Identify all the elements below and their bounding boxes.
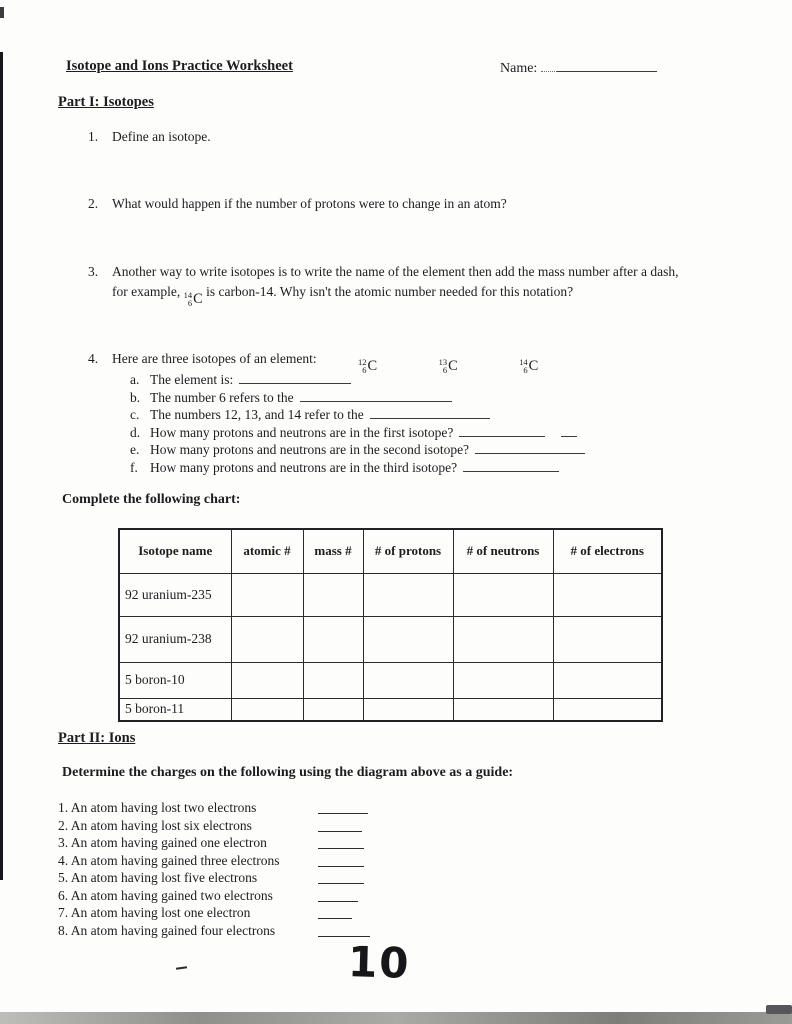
column-header-protons: # of protons	[363, 529, 453, 573]
q4-number: 4.	[88, 351, 99, 366]
empty-cell	[553, 616, 662, 662]
empty-cell	[231, 573, 303, 616]
subitem-c-blank	[370, 407, 490, 419]
subitem-a	[130, 372, 585, 390]
isotope-notation-c14	[184, 289, 203, 309]
c12-mass-number: 12	[358, 357, 367, 367]
q1-text: Define an isotope.	[112, 129, 211, 144]
table-row-boron-11	[119, 698, 662, 721]
subitem-e-text: How many protons and neutrons are in the second isotope?	[150, 442, 470, 458]
q3-line2	[112, 282, 728, 309]
empty-cell	[453, 616, 553, 662]
question-2	[88, 196, 507, 212]
scan-bottom-band	[0, 1012, 792, 1024]
c14-symbol: C	[193, 291, 203, 307]
subitem-f-letter: f.	[130, 459, 138, 475]
empty-cell	[231, 662, 303, 698]
empty-cell	[453, 662, 553, 698]
column-header-electrons: # of electrons	[553, 529, 662, 573]
empty-cell	[303, 616, 363, 662]
scan-corner-blob	[766, 1005, 792, 1014]
ion-item-8-text: 8. An atom having gained four electrons	[58, 922, 276, 938]
subitem-a-text: The element is:	[150, 372, 234, 387]
row-label: 92 uranium-235	[119, 573, 231, 616]
ion-item-6	[58, 888, 478, 906]
ion-item-3-blank	[318, 847, 364, 849]
isotope-chart	[118, 528, 663, 722]
name-field	[500, 60, 657, 77]
row-label: 5 boron-10	[119, 662, 231, 698]
name-blank	[557, 60, 657, 72]
chart-instruction: Complete the following chart:	[62, 492, 241, 507]
column-header-mass: mass #	[303, 529, 363, 573]
stray-pen-mark	[176, 966, 187, 970]
c14-atomic-number: 6	[187, 298, 193, 308]
row-label: 5 boron-11	[119, 698, 231, 721]
handwritten-score: 10	[347, 937, 412, 988]
q4-text: Here are three isotopes of an element:	[112, 351, 317, 366]
q3-line1	[88, 262, 728, 282]
c14-mass-number: 14	[183, 290, 193, 300]
column-header-isotope-name: Isotope name	[119, 529, 231, 573]
ion-item-4-text: 4. An atom having gained three electrons	[58, 852, 280, 868]
scan-edge-mark	[0, 7, 4, 18]
page-title: Isotope and Ions Practice Worksheet	[66, 58, 293, 74]
column-header-atomic: atomic #	[231, 529, 303, 573]
ion-question-list	[58, 800, 478, 940]
table-row-uranium-238	[119, 616, 662, 662]
question-1	[88, 129, 211, 145]
row-label: 92 uranium-238	[119, 616, 231, 662]
subitem-f-blank	[463, 460, 559, 472]
c12-atomic-number: 6	[362, 365, 367, 375]
c14b-atomic-number: 6	[523, 365, 528, 375]
q3-line2-pre: for example,	[112, 284, 181, 299]
subitem-c-text: The numbers 12, 13, and 14 refer to the	[150, 407, 364, 423]
chart-header-row	[119, 529, 662, 573]
subitem-c-letter: c.	[130, 407, 140, 423]
ion-item-7	[58, 905, 478, 923]
empty-cell	[553, 698, 662, 721]
subitem-d-blank2	[561, 425, 577, 437]
q3-line2-post: is carbon-14. Why isn't the atomic number needed for this notation?	[206, 284, 574, 299]
empty-cell	[363, 573, 453, 616]
ion-item-2-text: 2. An atom having lost six electrons	[58, 817, 252, 833]
empty-cell	[363, 698, 453, 721]
empty-cell	[303, 698, 363, 721]
subitem-e-letter: e.	[130, 442, 140, 458]
subitem-f-text: How many protons and neutrons are in the third isotope?	[150, 459, 458, 475]
q1-number: 1.	[88, 129, 99, 144]
subitem-d-blank	[459, 425, 545, 437]
subitem-d	[130, 425, 585, 443]
subitem-b-letter: b.	[130, 389, 141, 405]
question-4	[88, 351, 538, 375]
part2-instruction: Determine the charges on the following using the diagram above as a guide:	[62, 765, 514, 780]
table-row-boron-10	[119, 662, 662, 698]
c13-symbol: C	[448, 357, 458, 374]
ion-item-8	[58, 923, 478, 941]
empty-cell	[453, 698, 553, 721]
c13-atomic-number: 6	[442, 365, 448, 375]
ion-item-5-blank	[318, 882, 364, 884]
c13-mass-number: 13	[438, 357, 448, 367]
ion-item-1-blank	[318, 812, 368, 814]
scan-edge-line	[0, 52, 3, 880]
part2-heading: Part II: Ions	[58, 730, 136, 746]
subitem-b-text: The number 6 refers to the	[150, 389, 294, 405]
subitem-b-blank	[300, 390, 452, 402]
empty-cell	[553, 573, 662, 616]
empty-cell	[231, 698, 303, 721]
empty-cell	[553, 662, 662, 698]
q2-text: What would happen if the number of protons were to change in an atom?	[112, 196, 507, 211]
ion-item-3	[58, 835, 478, 853]
empty-cell	[453, 573, 553, 616]
subitem-f	[130, 460, 585, 478]
ion-item-1-text: 1. An atom having lost two electrons	[58, 800, 257, 815]
empty-cell	[303, 662, 363, 698]
ion-item-3-text: 3. An atom having gained one electron	[58, 835, 267, 850]
part1-heading: Part I: Isotopes	[58, 94, 154, 110]
ion-item-5-text: 5. An atom having lost five electrons	[58, 870, 258, 885]
c14b-mass-number: 14	[519, 357, 528, 367]
ion-item-7-blank	[318, 917, 352, 919]
q4-subitems	[130, 372, 585, 478]
ion-item-5	[58, 870, 478, 888]
empty-cell	[303, 573, 363, 616]
empty-cell	[363, 662, 453, 698]
name-dotted-lead	[541, 60, 557, 72]
subitem-d-text: How many protons and neutrons are in the first isotope?	[150, 424, 454, 440]
subitem-d-letter: d.	[130, 424, 141, 440]
c12-symbol: C	[367, 357, 378, 374]
ion-item-6-blank	[318, 900, 358, 902]
q3-number: 3.	[88, 264, 99, 279]
subitem-e	[130, 442, 585, 460]
ion-item-6-text: 6. An atom having gained two electrons	[58, 887, 273, 903]
ion-item-1	[58, 800, 478, 818]
subitem-a-letter: a.	[130, 372, 140, 387]
ion-item-2-blank	[318, 830, 362, 832]
subitem-c	[130, 407, 585, 425]
subitem-a-blank	[239, 372, 351, 384]
ion-item-4-blank	[318, 865, 364, 867]
q3-line1-text: Another way to write isotopes is to write the name of the element then add the mass number after a dash,	[112, 264, 679, 279]
question-3	[88, 262, 728, 309]
empty-cell	[363, 616, 453, 662]
subitem-e-blank	[475, 442, 585, 454]
empty-cell	[231, 616, 303, 662]
subitem-b	[130, 390, 585, 408]
ion-item-2	[58, 818, 478, 836]
ion-item-4	[58, 853, 478, 871]
table-row-uranium-235	[119, 573, 662, 616]
q2-number: 2.	[88, 196, 99, 211]
name-label: Name:	[500, 61, 538, 76]
ion-item-8-blank	[318, 935, 370, 937]
ion-item-7-text: 7. An atom having lost one electron	[58, 905, 251, 920]
c14b-symbol: C	[528, 357, 539, 374]
column-header-neutrons: # of neutrons	[453, 529, 553, 573]
